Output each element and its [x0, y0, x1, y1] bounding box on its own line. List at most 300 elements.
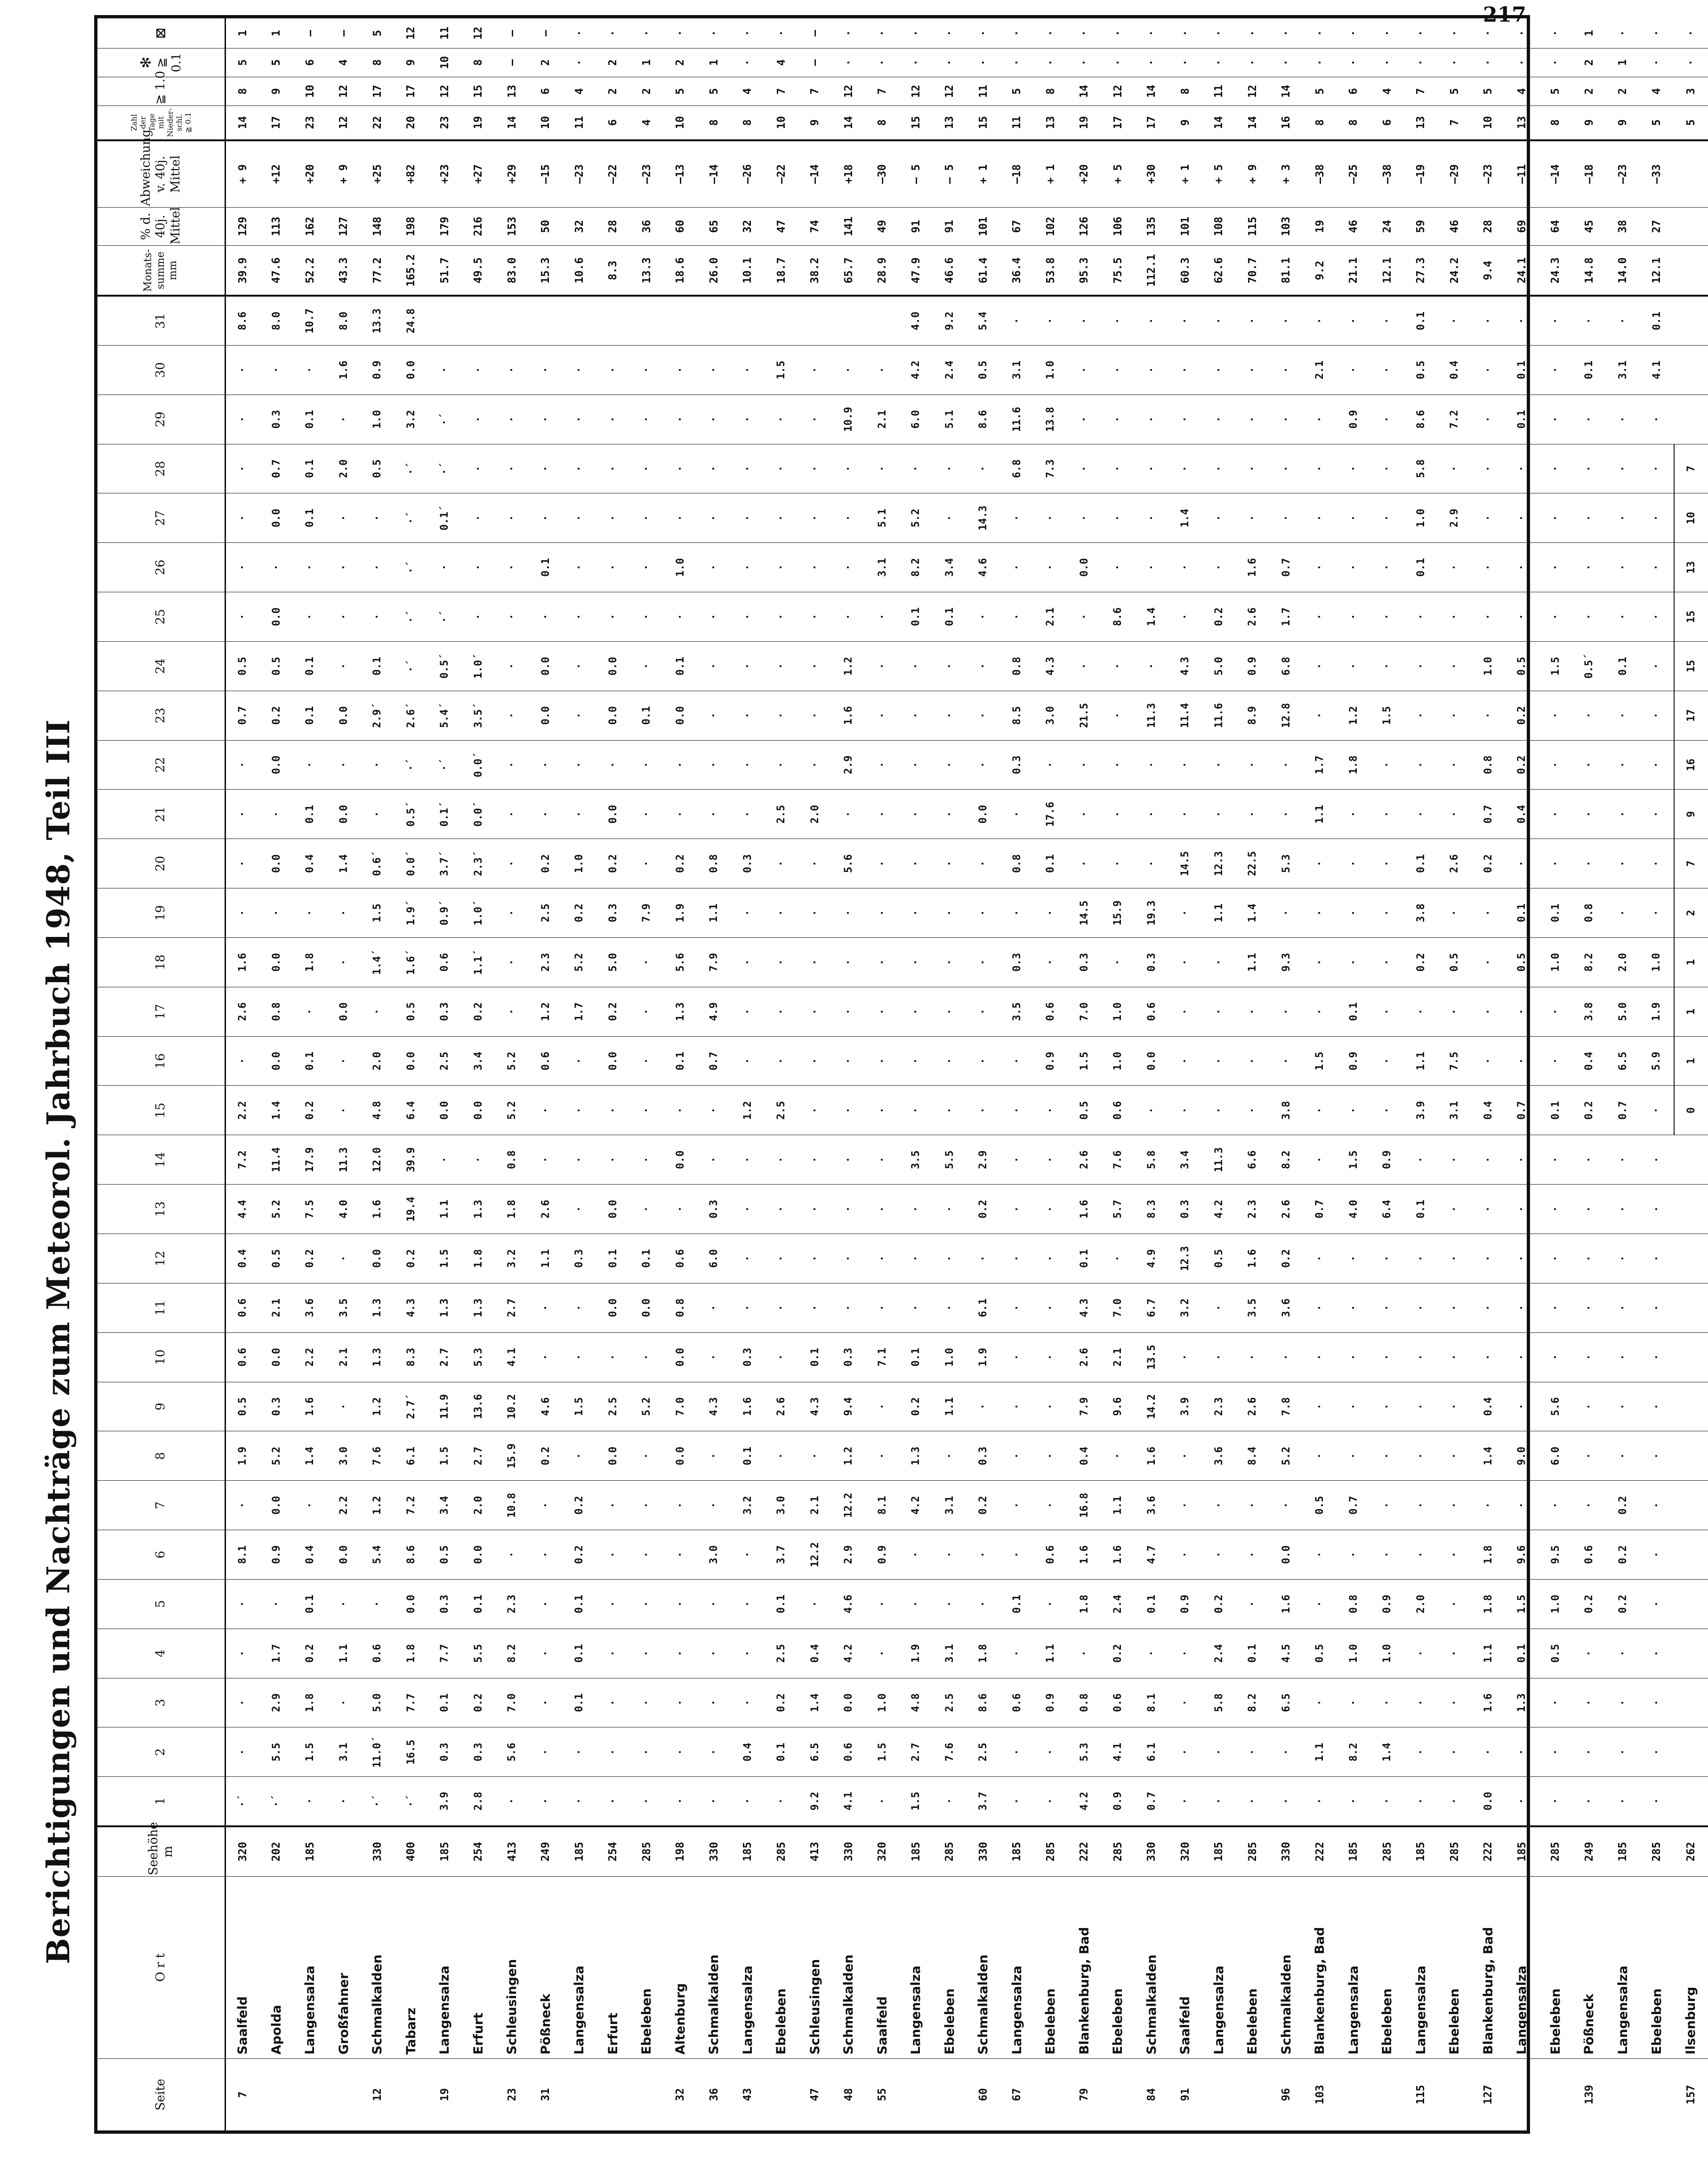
day-value: 1.6: [293, 1382, 327, 1431]
day-value: 9.0: [1505, 1431, 1539, 1481]
day-value: ·: [1202, 987, 1236, 1036]
row-ort: Schmalkalden: [1270, 1877, 1304, 2059]
day-value: 4.3: [798, 1382, 832, 1431]
day-value: ·: [495, 740, 529, 790]
day-value: [1674, 1629, 1708, 1678]
day-value: 6.1: [1135, 1727, 1169, 1777]
day-value: 5.8: [1404, 444, 1438, 493]
day-value: ·: [1438, 1777, 1472, 1826]
row-tage-ge01: 11: [563, 105, 596, 140]
row-tage-schneedecke: ·: [967, 18, 1000, 48]
day-value: 0.7: [1135, 1777, 1169, 1826]
day-value: 3.5´: [462, 691, 496, 740]
day-value: 0.0: [529, 641, 563, 691]
day-value: ·: [1303, 937, 1337, 987]
day-value: [1674, 1530, 1708, 1580]
day-value: 10.7: [293, 296, 327, 345]
day-value: 0.9: [1370, 1135, 1404, 1185]
day-value: ·: [765, 839, 798, 888]
row-seite: [596, 2058, 630, 2130]
day-value: 0.3: [260, 395, 294, 444]
day-value: 1.3: [428, 1283, 462, 1332]
table-row: [1101, 18, 1135, 2130]
header-day: 9: [97, 1382, 226, 1431]
day-value: 3.1: [1000, 345, 1034, 395]
row-ort: Langensalza: [1000, 1877, 1034, 2059]
day-value: ·: [1034, 888, 1068, 938]
row-tage-schneedecke: —: [495, 18, 529, 48]
row-tage-schnee: 1: [1606, 48, 1640, 77]
day-value: ·: [1101, 740, 1135, 790]
day-value: [1674, 296, 1708, 345]
day-value: ·: [899, 444, 933, 493]
day-value: 0.0: [664, 1431, 698, 1481]
row-tage-ge10: 5: [1000, 77, 1034, 105]
day-value: ·: [1337, 493, 1371, 543]
row-tage-ge01: 14: [226, 105, 260, 140]
day-value: ·: [899, 1530, 933, 1580]
day-value: ·: [596, 1481, 630, 1530]
day-value: ·: [1270, 1036, 1304, 1086]
day-value: 0.8: [697, 839, 731, 888]
day-value: 5.8: [1202, 1678, 1236, 1727]
day-value: 1.1: [1101, 1481, 1135, 1530]
day-value: ·: [327, 592, 361, 642]
day-value: ·: [967, 444, 1000, 493]
row-tage-ge01: 19: [462, 105, 496, 140]
day-value: ·: [1000, 1727, 1034, 1777]
row-tage-schneedecke: ·: [1438, 18, 1472, 48]
day-value: 5.4: [967, 296, 1000, 345]
day-value: ·: [664, 1777, 698, 1826]
day-value: 0.1: [1640, 296, 1674, 345]
day-value: 3.0: [697, 1530, 731, 1580]
day-value: 0.5: [361, 444, 395, 493]
day-value: ·: [697, 1332, 731, 1382]
day-value: 1.5: [1370, 691, 1404, 740]
row-tage-schnee: 1: [630, 48, 664, 77]
day-value: ·: [1472, 395, 1506, 444]
day-value: ·: [866, 987, 900, 1036]
row-seite: 7: [236, 2091, 249, 2098]
table-row: [1270, 18, 1304, 2130]
day-value: 0.8: [495, 1135, 529, 1185]
day-value: ·: [1404, 1678, 1438, 1727]
row-tage-schnee: 2: [1572, 48, 1606, 77]
day-value: 0.4: [1472, 1382, 1506, 1431]
row-seehoehe: 254: [462, 1826, 496, 1877]
table-row: [967, 18, 1000, 2130]
row-seehoehe: 222: [1068, 1826, 1102, 1877]
day-value: ·: [1135, 641, 1169, 691]
day-value: ·: [596, 543, 630, 592]
day-value: ·: [1337, 1530, 1371, 1580]
row-ort: Schmalkalden: [832, 1877, 866, 2059]
day-value: ·: [866, 790, 900, 839]
day-value: ·: [731, 592, 765, 642]
day-value: ·: [1606, 1185, 1640, 1234]
day-value: ·: [630, 444, 664, 493]
header-day: 25: [97, 592, 226, 642]
day-value: 3.1: [933, 1481, 967, 1530]
row-abweichung: —19: [1404, 140, 1438, 208]
day-value: 1.0: [1101, 987, 1135, 1036]
row-tage-schneedecke: ·: [866, 18, 900, 48]
table-row: [697, 18, 731, 2130]
row-seehoehe: 185: [293, 1826, 327, 1877]
day-value: ·: [798, 543, 832, 592]
row-seite: [1034, 2058, 1068, 2130]
row-seehoehe: 285: [1539, 1826, 1573, 1877]
day-value: 0.1: [664, 641, 698, 691]
day-value: ·: [327, 1678, 361, 1727]
day-value: 3.1: [866, 543, 900, 592]
day-value: ·: [596, 592, 630, 642]
day-value: 2.5: [967, 1727, 1000, 1777]
day-value: ·: [1236, 493, 1270, 543]
day-value: ·: [1404, 1481, 1438, 1530]
day-value: 2.1: [1034, 592, 1068, 642]
day-value: ·: [563, 1135, 596, 1185]
day-value: 0.1: [462, 1579, 496, 1629]
day-value: 10.9: [832, 395, 866, 444]
day-value: 0.1: [1404, 1185, 1438, 1234]
day-value: ·: [1337, 1234, 1371, 1283]
day-value: 5.2: [630, 1382, 664, 1431]
row-seehoehe: 185: [1337, 1826, 1371, 1877]
day-value: 1.8: [1472, 1579, 1506, 1629]
row-seehoehe: 330: [967, 1826, 1000, 1877]
row-monatssumme: 49.5: [462, 246, 496, 296]
row-seite: [899, 2058, 933, 2130]
day-value: ·: [1101, 641, 1135, 691]
table-row: [899, 18, 933, 2130]
day-value: ·: [1640, 1283, 1674, 1332]
day-value: ·: [765, 1332, 798, 1382]
day-value: 1.8: [1068, 1579, 1102, 1629]
day-value: 0.1: [630, 691, 664, 740]
day-value: ·: [1438, 888, 1472, 938]
day-value: ·: [1000, 1431, 1034, 1481]
day-value: ·: [1640, 1431, 1674, 1481]
row-tage-ge10: 2: [1606, 77, 1640, 105]
day-value: ·: [226, 1629, 260, 1678]
day-value: ·: [630, 1431, 664, 1481]
day-value: ·: [1034, 740, 1068, 790]
day-value: ·´: [260, 1777, 294, 1826]
table-row: [664, 18, 698, 2130]
day-value: 1.6: [1068, 1185, 1102, 1234]
day-value: ·: [731, 1579, 765, 1629]
row-abweichung: +12: [260, 140, 294, 208]
day-value: ·: [1168, 444, 1202, 493]
row-seite: [1337, 2058, 1371, 2130]
day-value: 3.6: [1135, 1481, 1169, 1530]
row-tage-ge10: 8: [1034, 77, 1068, 105]
day-value: 1.0: [866, 1678, 900, 1727]
day-value: ·: [899, 1579, 933, 1629]
day-value: ·: [495, 395, 529, 444]
day-value: 0.0: [596, 691, 630, 740]
day-value: ·: [596, 1332, 630, 1382]
day-value: ·: [1270, 493, 1304, 543]
day-value: ·: [428, 543, 462, 592]
day-value: 17: [1674, 691, 1708, 740]
day-value: ·: [630, 641, 664, 691]
row-ort: Tabarz: [395, 1877, 428, 2059]
day-value: 3.7: [967, 1777, 1000, 1826]
day-value: 8.1: [226, 1530, 260, 1580]
row-tage-schneedecke: ·: [1101, 18, 1135, 48]
day-value: ·: [832, 1036, 866, 1086]
row-tage-ge01: 7: [1438, 105, 1472, 140]
row-tage-ge01: 10: [765, 105, 798, 140]
row-tage-ge10: 4: [1640, 77, 1674, 105]
day-value: ·: [1202, 937, 1236, 987]
day-value: 2.5: [765, 1629, 798, 1678]
row-seite: 103: [1313, 2085, 1326, 2105]
day-value: 1.6: [1101, 1530, 1135, 1580]
day-value: 2.5: [765, 790, 798, 839]
header-day: 29: [97, 395, 226, 444]
day-value: ·: [1640, 1481, 1674, 1530]
day-value: 1.7: [260, 1629, 294, 1678]
row-abweichung: [1674, 140, 1708, 208]
day-value: 3.2: [395, 395, 428, 444]
day-value: ·: [1370, 1678, 1404, 1727]
row-monatssumme: 15.3: [529, 246, 563, 296]
day-value: 4.1: [832, 1777, 866, 1826]
day-value: ·: [866, 1579, 900, 1629]
day-value: 16: [1674, 740, 1708, 790]
day-value: ·: [731, 937, 765, 987]
day-value: 7.5: [1438, 1036, 1472, 1086]
row-tage-schneedecke: ·: [832, 18, 866, 48]
row-seite: [1505, 2058, 1539, 2130]
row-seite: [933, 2058, 967, 2130]
header-snow-ge01: ≧ 0.1: [154, 53, 184, 73]
day-value: 14.2: [1135, 1382, 1169, 1431]
row-ort: Erfurt: [596, 1877, 630, 2059]
day-value: 0.2: [664, 839, 698, 888]
day-value: ·: [832, 543, 866, 592]
day-value: 0.7: [226, 691, 260, 740]
row-ort: Saalfeld: [226, 1877, 260, 2059]
day-value: 0.5: [1303, 1481, 1337, 1530]
day-value: 2.3: [495, 1579, 529, 1629]
day-value: ·: [226, 888, 260, 938]
day-value: ·: [731, 1629, 765, 1678]
row-tage-schneedecke: —: [293, 18, 327, 48]
header-day: 1: [97, 1777, 226, 1826]
day-value: ·: [1505, 592, 1539, 642]
day-value: ·: [664, 1727, 698, 1777]
row-tage-ge10: 17: [395, 77, 428, 105]
day-value: ·: [1505, 1332, 1539, 1382]
day-value: [1674, 1234, 1708, 1283]
table-row: [1000, 18, 1034, 2130]
day-value: 2.7: [462, 1431, 496, 1481]
row-tage-schnee: —: [798, 48, 832, 77]
row-abweichung: —14: [697, 140, 731, 208]
day-value: ·: [1370, 345, 1404, 395]
day-value: 8.3: [395, 1332, 428, 1382]
header-ge01: ≧ 0.1: [183, 112, 193, 133]
day-value: 2.1: [327, 1332, 361, 1382]
row-tage-ge01: 19: [1068, 105, 1102, 140]
row-ort: Langensalza: [1606, 1877, 1640, 2059]
day-value: ·: [529, 1332, 563, 1382]
table-row: [1202, 18, 1236, 2130]
day-value: ·: [765, 1283, 798, 1332]
day-value: ·: [1606, 839, 1640, 888]
day-value: ·: [1438, 641, 1472, 691]
day-value: 0.9: [361, 345, 395, 395]
day-value: 2.6: [1438, 839, 1472, 888]
day-value: ·: [1404, 691, 1438, 740]
row-pct-mittel: 32: [563, 207, 596, 245]
day-value: ·: [1572, 1629, 1606, 1678]
header-day: 3: [97, 1678, 226, 1727]
day-value: ·: [1236, 1332, 1270, 1382]
day-value: 1.1: [1472, 1629, 1506, 1678]
page-title: Berichtigungen und Nachträge zum Meteorol. Jahrbuch 1948, Teil III: [40, 719, 77, 1964]
day-value: ·: [731, 1135, 765, 1185]
day-value: ·: [899, 641, 933, 691]
day-value: ·: [361, 493, 395, 543]
day-value: ·: [1640, 1135, 1674, 1185]
row-tage-schneedecke: ·: [1236, 18, 1270, 48]
day-value: ·: [798, 1185, 832, 1234]
day-value: 2.6: [226, 987, 260, 1036]
header-day: 13: [97, 1185, 226, 1234]
day-value: 6.0: [697, 1234, 731, 1283]
day-value: ·: [1168, 395, 1202, 444]
table-row: [1572, 18, 1606, 2130]
row-tage-schneedecke: ·: [630, 18, 664, 48]
day-value: 0.6: [1000, 1678, 1034, 1727]
row-seite: [765, 2058, 798, 2130]
row-ort: Ebeleben: [1640, 1877, 1674, 2059]
row-tage-ge01: 6: [1370, 105, 1404, 140]
day-value: 0.2: [967, 1481, 1000, 1530]
day-value: ·: [866, 839, 900, 888]
day-value: ·: [293, 1481, 327, 1530]
row-tage-ge10: 12: [327, 77, 361, 105]
row-tage-ge10: 7: [866, 77, 900, 105]
row-abweichung: —23: [1606, 140, 1640, 208]
day-value: ·: [462, 543, 496, 592]
header-day: 6: [97, 1530, 226, 1580]
day-value: 0.4: [226, 1234, 260, 1283]
day-value: ·´: [428, 395, 462, 444]
day-value: ·: [563, 740, 596, 790]
day-value: ·: [1270, 296, 1304, 345]
day-value: 0.9: [866, 1530, 900, 1580]
day-value: 1.7: [1270, 592, 1304, 642]
day-value: [1674, 395, 1708, 444]
row-seite: 60: [977, 2088, 990, 2101]
row-tage-schnee: ·: [1337, 48, 1371, 77]
day-value: ·: [731, 1777, 765, 1826]
day-value: ·´: [395, 493, 428, 543]
row-monatssumme: 53.8: [1034, 246, 1068, 296]
day-value: ·: [1572, 1777, 1606, 1826]
day-value: ·: [1236, 1579, 1270, 1629]
day-value: ·: [1472, 345, 1506, 395]
row-tage-schneedecke: ·: [1640, 18, 1674, 48]
day-value: ·: [1438, 1135, 1472, 1185]
day-value: ·: [1572, 1678, 1606, 1727]
row-tage-ge01: 20: [395, 105, 428, 140]
day-value: ·: [1000, 1135, 1034, 1185]
day-value: 0.1: [1505, 395, 1539, 444]
day-value: ·: [226, 543, 260, 592]
day-value: 9.2: [798, 1777, 832, 1826]
day-value: 0.0: [664, 1332, 698, 1382]
day-value: 11.3: [1135, 691, 1169, 740]
day-value: 0.0: [395, 345, 428, 395]
day-value: ·: [563, 1283, 596, 1332]
day-value: 6.5: [798, 1727, 832, 1777]
day-value: 8.4: [1236, 1431, 1270, 1481]
row-tage-ge10: 5: [1438, 77, 1472, 105]
row-tage-schnee: ·: [1505, 48, 1539, 77]
day-value: 0.3: [731, 839, 765, 888]
row-seehoehe: 285: [1370, 1826, 1404, 1877]
day-value: 3.6: [1270, 1283, 1304, 1332]
day-value: ·: [495, 987, 529, 1036]
day-value: ·: [630, 790, 664, 839]
day-value: 2.9: [1438, 493, 1472, 543]
table-row: [1370, 18, 1404, 2130]
day-value: 1.1: [1236, 937, 1270, 987]
row-tage-ge01: 23: [428, 105, 462, 140]
day-value: 2.1: [798, 1481, 832, 1530]
day-value: 6.5: [1270, 1678, 1304, 1727]
day-value: 4.3: [395, 1283, 428, 1332]
day-value: 7.7: [428, 1629, 462, 1678]
row-ort: Saalfeld: [1168, 1877, 1202, 2059]
day-value: ·: [1236, 1777, 1270, 1826]
header-seehoehe-unit: m: [161, 1846, 175, 1858]
day-value: 2.9: [832, 1530, 866, 1580]
row-tage-ge10: 7: [1404, 77, 1438, 105]
row-monatssumme: 9.2: [1303, 246, 1337, 296]
day-value: 3.0: [327, 1431, 361, 1481]
day-value: 1.6: [1236, 1234, 1270, 1283]
day-value: ·: [731, 790, 765, 839]
row-seite: [563, 2058, 596, 2130]
day-value: 3.1: [1438, 1086, 1472, 1135]
day-value: ·: [1505, 1727, 1539, 1777]
day-value: 5.3: [1270, 839, 1304, 888]
day-value: 7.3: [1034, 444, 1068, 493]
day-value: ·: [1539, 296, 1573, 345]
day-value: 7: [1674, 839, 1708, 888]
day-value: ·: [226, 1727, 260, 1777]
day-value: 5.9: [1640, 1036, 1674, 1086]
day-value: 0.1: [596, 1234, 630, 1283]
day-value: 0.4: [1472, 1086, 1506, 1135]
day-value: ·: [630, 493, 664, 543]
row-pct-mittel: 91: [899, 207, 933, 245]
row-tage-ge10: 17: [361, 77, 395, 105]
row-seehoehe: 185: [899, 1826, 933, 1877]
day-value: 0.3: [1168, 1185, 1202, 1234]
header-day: 22: [97, 740, 226, 790]
row-abweichung: +20: [1068, 140, 1102, 208]
